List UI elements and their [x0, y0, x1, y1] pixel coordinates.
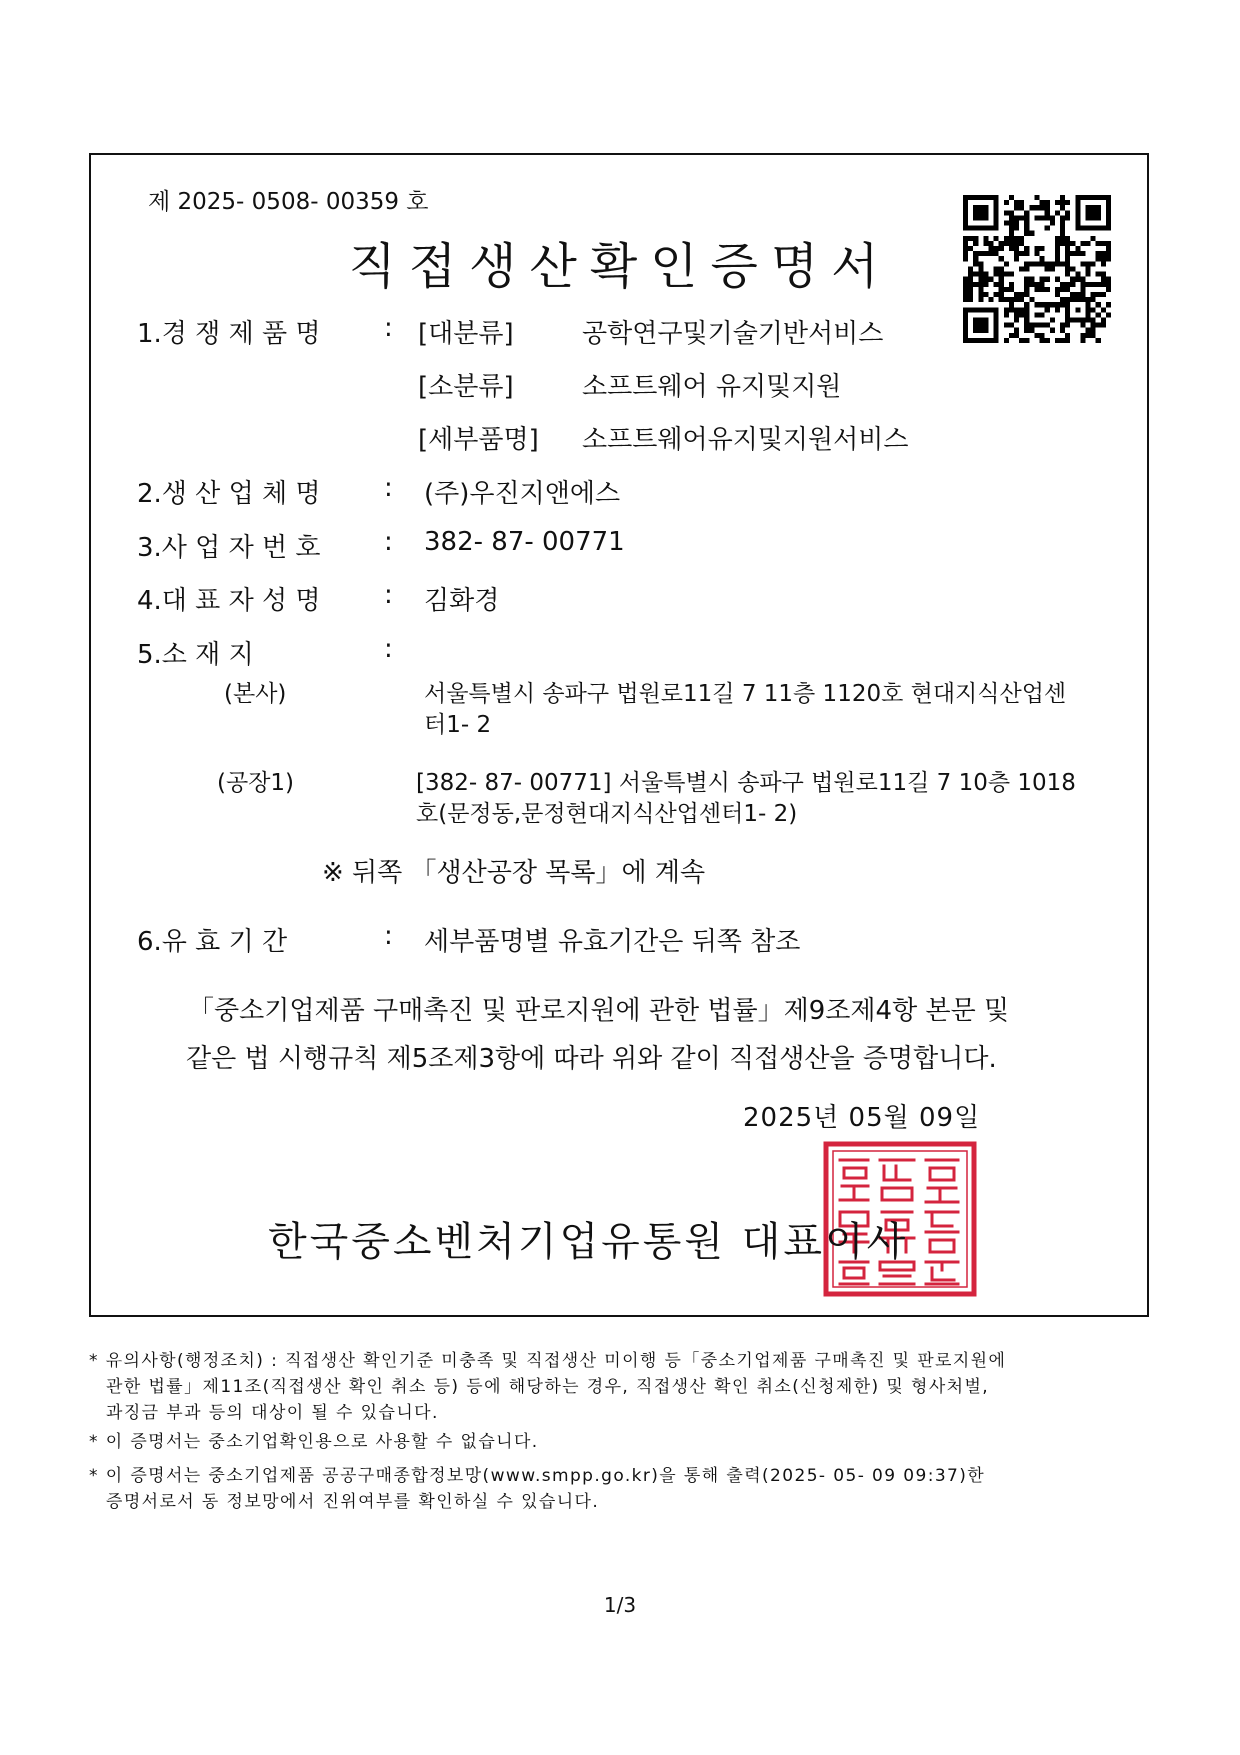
- ceo-value: 김화경: [424, 586, 500, 616]
- notice-2: * 이 증명서는 중소기업확인용으로 사용할 수 없습니다.: [89, 1432, 539, 1452]
- factory-address-line2: 호(문정동,문정현대지식산업센터1- 2): [416, 801, 798, 827]
- colon: :: [384, 921, 393, 951]
- factory-label: (공장1): [217, 770, 295, 796]
- factory-address-line1: [382- 87- 00771] 서울특별시 송파구 법원로11길 7 10층 1018: [416, 770, 1076, 796]
- colon: :: [384, 473, 393, 503]
- colon: :: [384, 313, 393, 343]
- major-class-tag: [대분류]: [418, 319, 514, 349]
- maker-label: 2.생 산 업 체 명: [137, 479, 321, 509]
- issuer-name: 한국중소벤처기업유통원 대표이사: [268, 1219, 909, 1265]
- colon: :: [384, 527, 393, 557]
- detail-item-tag: [세부품명]: [418, 425, 539, 455]
- hq-address-line1: 서울특별시 송파구 법원로11길 7 11층 1120호 현대지식산업센: [424, 681, 1067, 707]
- notice-1-line1: * 유의사항(행정조치) : 직접생산 확인기준 미충족 및 직접생산 미이행 등「중소기업제품 구매촉진 및 판로지원에: [89, 1351, 1007, 1371]
- continued-note: ※ 뒤쪽 「생산공장 목록」에 계속: [322, 858, 706, 888]
- validity-label: 6.유 효 기 간: [137, 927, 288, 957]
- minor-class-value: 소프트웨어 유지및지원: [582, 372, 842, 402]
- page-title: 직접생산확인증명서: [348, 238, 892, 295]
- certificate-number: 제 2025- 0508- 00359 호: [148, 189, 429, 215]
- bizno-label: 3.사 업 자 번 호: [137, 533, 321, 563]
- issue-date: 2025년 05월 09일: [743, 1103, 981, 1133]
- detail-item-value: 소프트웨어유지및지원서비스: [582, 425, 909, 455]
- ceo-label: 4.대 표 자 성 명: [137, 586, 321, 616]
- notice-1-line2: 관한 법률」제11조(직접생산 확인 취소 등) 등에 해당하는 경우, 직접생산 확인 취소(신청제한) 및 형사처벌,: [106, 1377, 990, 1397]
- maker-value: (주)우진지앤에스: [424, 479, 621, 509]
- statement-line1: 「중소기업제품 구매촉진 및 판로지원에 관한 법률」제9조제4항 본문 및: [188, 996, 1010, 1026]
- validity-value: 세부품명별 유효기간은 뒤쪽 참조: [424, 927, 801, 957]
- page-number: 1/3: [603, 1593, 637, 1617]
- statement-line2: 같은 법 시행규칙 제5조제3항에 따라 위와 같이 직접생산을 증명합니다.: [186, 1044, 997, 1074]
- product-label: 1.경 쟁 제 품 명: [137, 319, 321, 349]
- minor-class-tag: [소분류]: [418, 372, 514, 402]
- colon: :: [384, 634, 393, 664]
- hq-address-line2: 터1- 2: [424, 712, 492, 738]
- qr-code-icon[interactable]: [963, 195, 1111, 343]
- major-class-value: 공학연구및기술기반서비스: [582, 319, 884, 349]
- notice-3-line2: 증명서로서 동 정보망에서 진위여부를 확인하실 수 있습니다.: [106, 1492, 600, 1512]
- notice-1-line3: 과징금 부과 등의 대상이 될 수 있습니다.: [106, 1403, 439, 1423]
- notice-3-line1: * 이 증명서는 중소기업제품 공공구매종합정보망(www.smpp.go.kr)을 통해 출력(2025- 05- 09 09:37)한: [89, 1466, 986, 1486]
- colon: :: [384, 580, 393, 610]
- hq-label: (본사): [224, 681, 287, 707]
- bizno-value: 382- 87- 00771: [424, 527, 625, 557]
- location-label: 5.소 재 지: [137, 640, 254, 670]
